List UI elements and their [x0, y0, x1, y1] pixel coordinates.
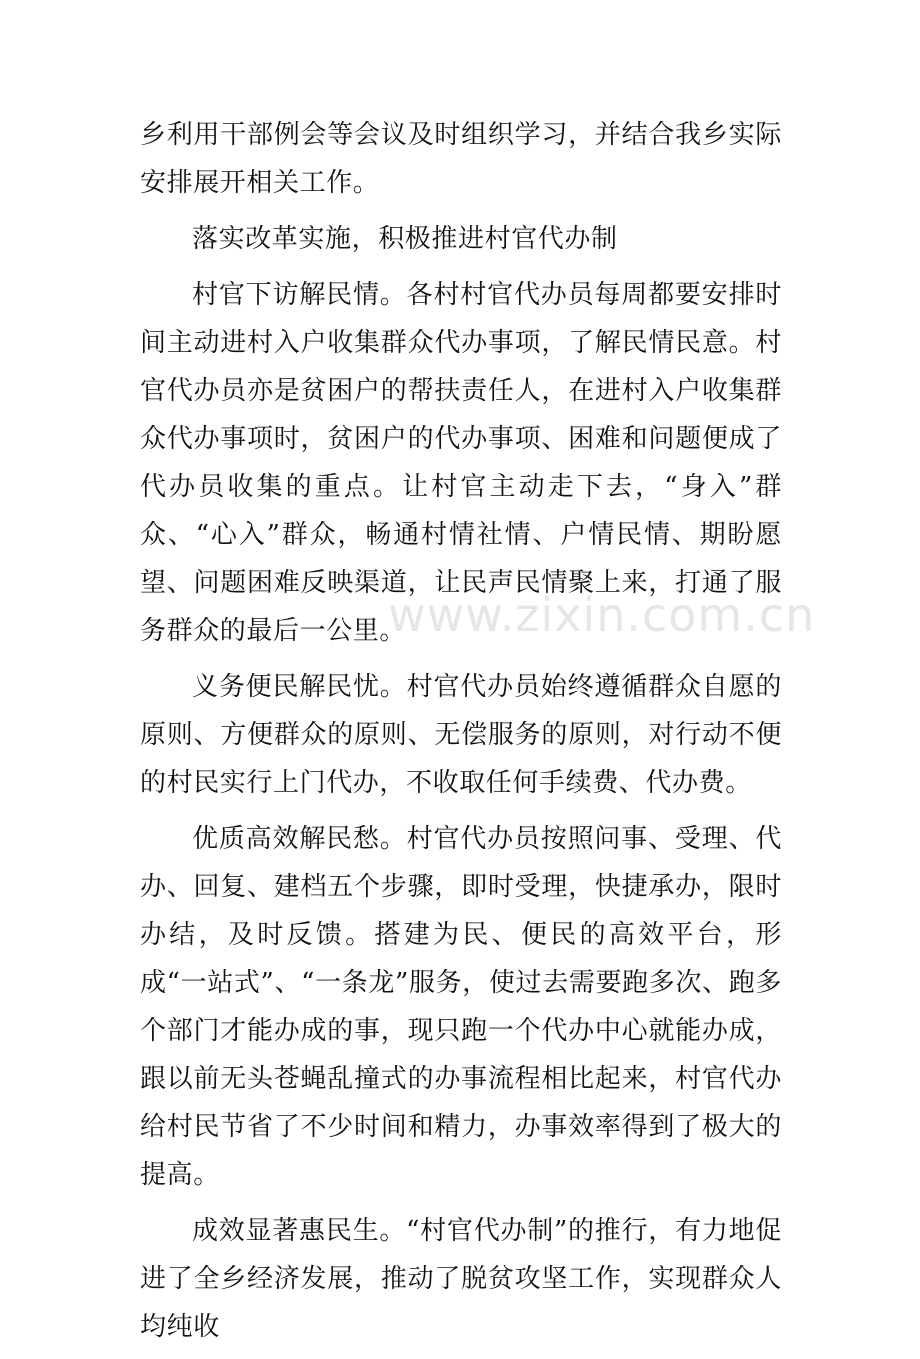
watermark: www.zixin.com.cn: [388, 588, 816, 642]
paragraph: 成效显著惠民生。“村官代办制”的推行，有力地促进了全乡经济发展，推动了脱贫攻坚工作，实现群众人均纯收: [140, 1216, 782, 1342]
paragraph: 优质高效解民愁。村官代办员按照问事、受理、代办、回复、建档五个步骤，即时受理，快捷承办，限时办结，及时反馈。搭建为民、便民的高效平台，形成“一站式”、“一条龙”服务，使过去需要跑多次、跑多个部门才能办成的事，现只跑一个代办中心就能办成，跟以前无头苍蝇乱撞式的办事流程相比起来，村官代办给村民节省了不少时间和精力，办事效率得到了极大的提高。: [140, 824, 782, 1190]
paragraph-continuation: 乡利用干部例会等会议及时组织学习，并结合我乡实际安排展开相关工作。: [140, 120, 782, 198]
paragraph: 村官下访解民情。各村村官代办员每周都要安排时间主动进村入户收集群众代办事项，了解民情民意。村官代办员亦是贫困户的帮扶责任人，在进村入户收集群众代办事项时，贫困户的代办事项、困难和问题便成了代办员收集的重点。让村官主动走下去，“身入”群众、“心入”群众，畅通村情社情、户情民情、期盼愿望、问题困难反映渠道，让民声民情聚上来，打通了服务群众的最后一公里。: [140, 280, 782, 646]
paragraph: 义务便民解民忧。村官代办员始终遵循群众自愿的原则、方便群众的原则、无偿服务的原则，对行动不便的村民实行上门代办，不收取任何手续费、代办费。: [140, 672, 782, 798]
section-heading: 落实改革实施，积极推进村官代办制: [192, 224, 618, 254]
document-body: [140, 111, 782, 1359]
